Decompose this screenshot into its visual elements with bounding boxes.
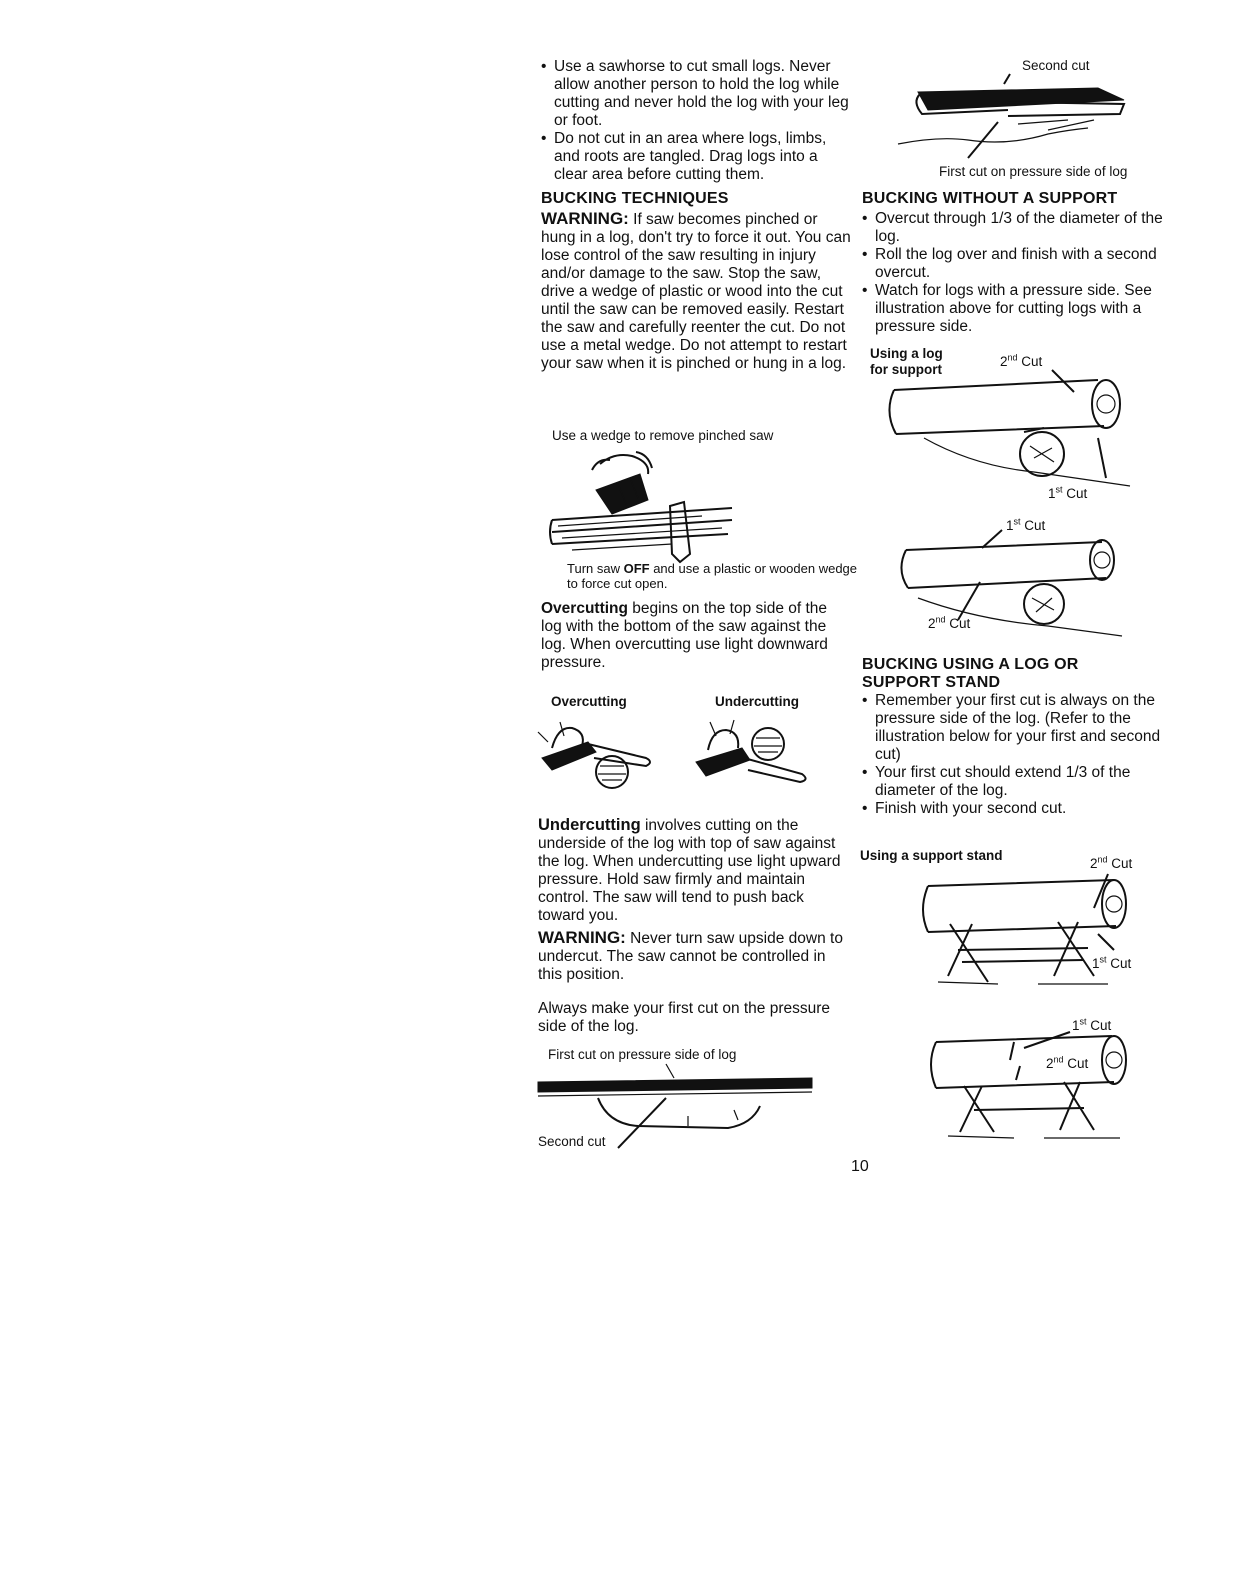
left-column <box>541 58 853 373</box>
pressure-log-illustration <box>538 1062 818 1142</box>
without-support-heading: BUCKING WITHOUT A SUPPORT <box>862 190 1118 207</box>
warning-upside-down <box>538 929 848 984</box>
fig-pressure-top-caption: First cut on pressure side of log <box>548 1047 737 1062</box>
overcutting-illustration <box>538 718 658 790</box>
bullet-first-cut-third: • Your first cut should extend 1/3 of the diameter of the log. <box>862 764 1172 800</box>
undercutting-label: Undercutting <box>715 694 799 709</box>
bullet-first-cut-pressure: • Remember your first cut is always on the pressure side of the log. (Refer to the illustration below for your first and second cut) <box>862 692 1172 764</box>
label-1st-cut-b: 1st Cut <box>1006 516 1046 533</box>
intro-bullet-list <box>541 58 853 184</box>
bullet-tangled-area: • Do not cut in an area where logs, limbs, and roots are tangled. Drag logs into a clear area before cutting them. <box>541 130 853 184</box>
label-1st-cut-d: 1st Cut <box>1072 1016 1112 1033</box>
warning-text: If saw becomes pinched or hung in a log, don't try to force it out. You can lose control of the saw resulting in injury and/or damage to the saw. Stop the saw, drive a wedge of plastic or wood into the cut until the saw can be removed easily. Restart the saw and carefully reenter the cut. Do not use a metal wedge. Do not attempt to restart your saw when it is pinched or hung in a log. <box>541 211 851 372</box>
wedge-illustration <box>552 444 737 562</box>
page-number: 10 <box>851 1158 869 1175</box>
warning-label: WARNING: <box>541 209 629 228</box>
warning-pinched-saw <box>541 210 853 373</box>
bucking-techniques-heading: BUCKING TECHNIQUES <box>541 190 729 207</box>
right-column <box>862 190 1174 336</box>
label-2nd-cut-c: 2nd Cut <box>1090 854 1133 871</box>
warning2-text: Never turn saw upside down to undercut. The saw cannot be controlled in this position. <box>538 930 843 983</box>
undercutting-illustration <box>690 718 814 790</box>
wedge-caption-top: Use a wedge to remove pinched saw <box>552 428 774 443</box>
bullet-finish-second: • Finish with your second cut. <box>862 800 1172 818</box>
overcutting-text: begins on the top side of the log with the bottom of the saw against the log. When overcutting use light downward pressure. <box>541 600 828 671</box>
overcutting-paragraph <box>541 600 841 672</box>
label-2nd-cut-b: 2nd Cut <box>928 614 971 631</box>
log-support-label: Using a log for support <box>870 346 943 377</box>
label-1st-cut-c: 1st Cut <box>1092 954 1132 971</box>
second-cut-illustration <box>898 70 1134 162</box>
stand-bullets <box>862 692 1172 818</box>
bullet-pressure-side: • Watch for logs with a pressure side. See illustration above for cutting logs with a pressure side. <box>862 282 1174 336</box>
log-stand-section <box>862 656 1172 818</box>
undercutting-paragraph <box>538 816 848 925</box>
label-2nd-cut-d: 2nd Cut <box>1046 1054 1089 1071</box>
undercutting-block <box>538 816 848 1036</box>
support-stand-label: Using a support stand <box>860 848 1003 863</box>
undercutting-text: involves cutting on the underside of the log with top of saw against the log. When undercutting use light upward pressure. Hold saw firmly and maintain control. The saw will tend to push back toward you. <box>538 817 841 924</box>
bullet-sawhorse: • Use a sawhorse to cut small logs. Never allow another person to hold the log while cutting and never hold the log with your leg or foot. <box>541 58 853 130</box>
fig-pressure-bottom-caption: Second cut <box>538 1134 606 1149</box>
overcutting-label: Overcutting <box>551 694 627 709</box>
fig-top-first-cut: First cut on pressure side of log <box>939 164 1128 179</box>
warning2-label: WARNING: <box>538 928 626 947</box>
fig-top-second-cut: Second cut <box>1022 58 1090 73</box>
log-support-illustration <box>884 368 1132 486</box>
pressure-side-note: Always make your first cut on the pressure side of the log. <box>538 1000 831 1035</box>
label-2nd-cut-a: 2nd Cut <box>1000 352 1043 369</box>
log-stand-heading: BUCKING USING A LOG OR SUPPORT STAND <box>862 656 1079 691</box>
sawhorse-illustration-1 <box>918 872 1128 994</box>
label-1st-cut-a: 1st Cut <box>1048 484 1088 501</box>
bullet-overcut-third: • Overcut through 1/3 of the diameter of the log. <box>862 210 1174 246</box>
overcutting-lead: Overcutting <box>541 600 628 617</box>
without-support-bullets <box>862 210 1174 336</box>
bullet-roll-log: • Roll the log over and finish with a second overcut. <box>862 246 1174 282</box>
off-emphasis: OFF <box>623 561 650 576</box>
sawhorse-illustration-2 <box>924 1030 1134 1148</box>
wedge-caption-bottom: Turn saw OFF and use a plastic or wooden wedge to force cut open. <box>567 561 858 591</box>
undercutting-lead: Undercutting <box>538 816 641 834</box>
